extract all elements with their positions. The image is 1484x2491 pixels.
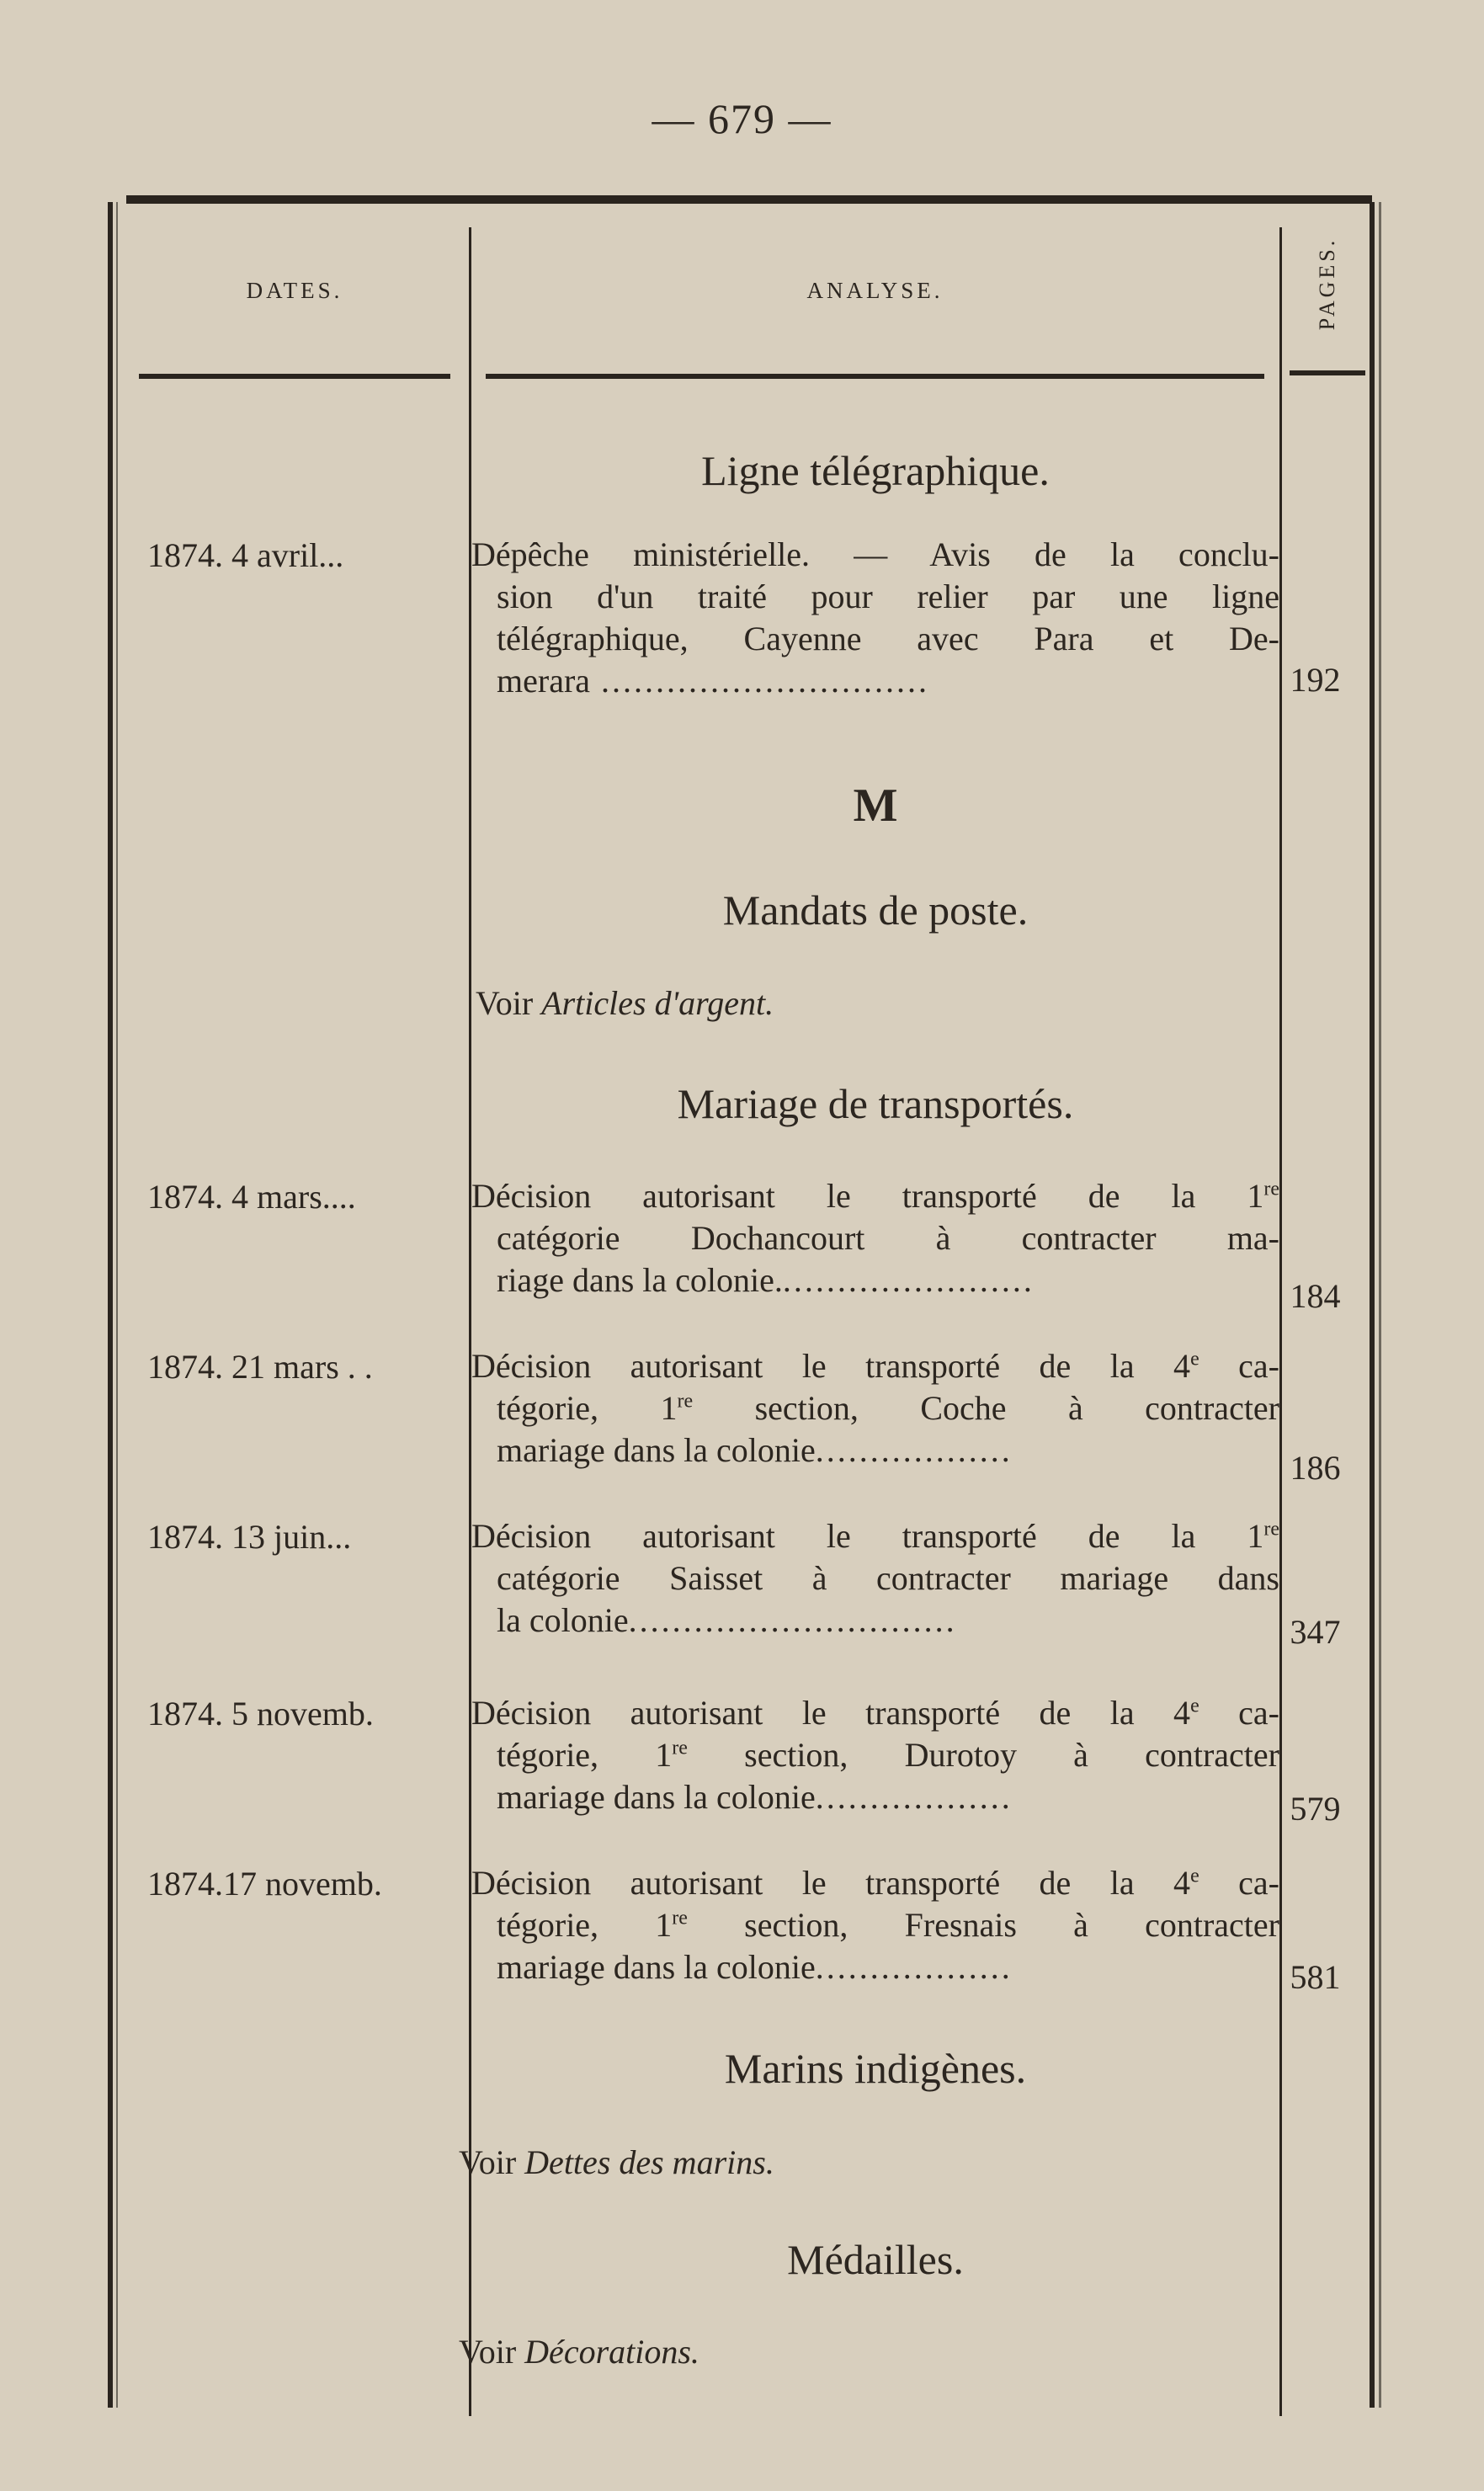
see-also-reference: Voir Dettes des marins.	[459, 2143, 774, 2181]
entry-text	[471, 1692, 1279, 1818]
section-title-mariage: Mariage de transportés.	[677, 1080, 1074, 1127]
page-ref: 581	[1290, 1958, 1341, 1996]
table-left-rule	[108, 202, 113, 2408]
see-also-reference: Voir Articles d'argent.	[476, 984, 774, 1022]
page-ref: 184	[1290, 1277, 1341, 1315]
entry-line: catégorie Dochancourt à contracter ma-	[497, 1219, 1279, 1257]
entry-text	[471, 1515, 1279, 1642]
entry-text	[471, 1862, 1279, 1988]
entry-date: 1874. 13 juin...	[147, 1518, 352, 1556]
page-ref: 347	[1290, 1613, 1341, 1651]
see-also-reference: Voir Décorations.	[459, 2333, 699, 2371]
entry-date: 1874.17 novemb.	[147, 1865, 382, 1903]
entry-line: Décision autorisant le transporté de la 4e ca-	[471, 1347, 1279, 1385]
entry-text	[471, 1175, 1279, 1301]
section-title-marins: Marins indigènes.	[724, 2045, 1027, 2092]
section-title-mandats: Mandats de poste.	[722, 886, 1029, 934]
entry-text	[471, 1345, 1279, 1472]
header-analyse: ANALYSE.	[806, 278, 944, 303]
header-pages: PAGES.	[1315, 237, 1339, 331]
entry-line: tégorie, 1re section, Coche à contracter	[497, 1389, 1279, 1427]
entry-date: 1874. 4 avril...	[147, 536, 344, 574]
entry-line: riage dans la colonie........................	[497, 1261, 1035, 1299]
entry-date: 1874. 21 mars . .	[147, 1348, 373, 1386]
table-right-rule	[1370, 202, 1375, 2408]
section-title-medailles: Médailles.	[787, 2236, 964, 2283]
page-ref: 186	[1290, 1449, 1341, 1487]
header-dates: DATES.	[246, 278, 343, 303]
section-title-ligne: Ligne télégraphique.	[701, 447, 1050, 494]
entry-line: sion d'un traité pour relier par une ligne	[497, 578, 1279, 615]
page-number: — 679 —	[652, 95, 832, 142]
column-divider-pages	[1279, 227, 1282, 2416]
entry-date: 1874. 5 novemb.	[147, 1695, 374, 1733]
entry-line: télégraphique, Cayenne avec Para et De-	[497, 620, 1279, 657]
entry-text	[471, 534, 1279, 702]
entry-line: tégorie, 1re section, Fresnais à contracter	[497, 1906, 1279, 1944]
entry-line: Décision autorisant le transporté de la 1re	[471, 1177, 1279, 1215]
entry-line: mariage dans la colonie..................	[497, 1778, 1013, 1816]
entry-line: merara ..............................	[497, 662, 930, 700]
header-rule-pages	[1290, 370, 1365, 375]
table-right-outer-rule	[1379, 202, 1381, 2408]
entry-date: 1874. 4 mars....	[147, 1178, 356, 1216]
entry-line: mariage dans la colonie..................	[497, 1948, 1013, 1986]
entry-line: catégorie Saisset à contracter mariage dans	[497, 1559, 1279, 1597]
header-rule-dates	[139, 374, 450, 379]
entry-line: Décision autorisant le transporté de la 4e ca-	[471, 1864, 1279, 1902]
table-left-inner-rule	[116, 202, 118, 2408]
table-top-rule	[126, 195, 1372, 204]
entry-line: Décision autorisant le transporté de la 4e ca-	[471, 1694, 1279, 1732]
alphabet-letter: M	[853, 780, 898, 832]
entry-line: tégorie, 1re section, Durotoy à contracter	[497, 1736, 1279, 1774]
page-ref: 192	[1290, 661, 1341, 699]
entry-line: Dépêche ministérielle. — Avis de la conclu-	[471, 535, 1279, 573]
entry-line: Décision autorisant le transporté de la 1re	[471, 1517, 1279, 1555]
header-rule-analyse	[486, 374, 1264, 379]
entry-line: mariage dans la colonie..................	[497, 1431, 1013, 1469]
page-ref: 579	[1290, 1790, 1341, 1828]
entry-line: la colonie..............................	[497, 1601, 957, 1639]
